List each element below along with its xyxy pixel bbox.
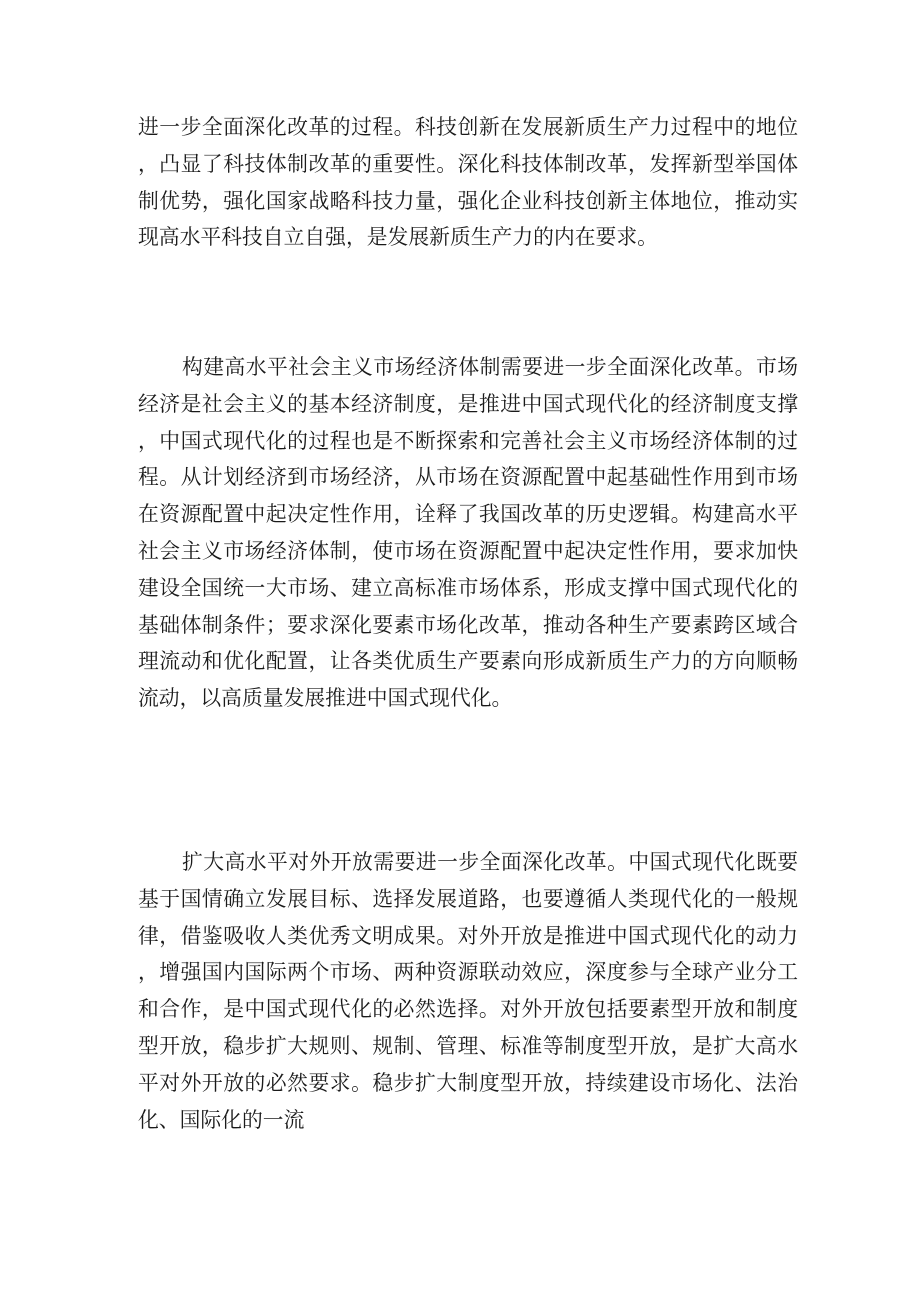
paragraph-opening-up: 扩大高水平对外开放需要进一步全面深化改革。中国式现代化既要基于国情确立发展目标、选择发展道路，也要遵循人类现代化的一般规律，借鉴吸收人类优秀文明成果。对外开放是推进中国式现代化的动力，增强国内国际两个市场、两种资源联动效应，深度参与全球产业分工和合作，是中国式现代化的必然选择。对外开放包括要素型开放和制度型开放，稳步扩大规则、规制、管理、标准等制度型开放，是扩大高水平对外开放的必然要求。稳步扩大制度型开放，持续建设市场化、法治化、国际化的一流 xyxy=(138,850,798,1132)
paragraph-continued: 进一步全面深化改革的过程。科技创新在发展新质生产力过程中的地位，凸显了科技体制改革的重要性。深化科技体制改革，发挥新型举国体制优势，强化国家战略科技力量，强化企业科技创新主体地位，推动实现高水平科技自立自强，是发展新质生产力的内在要求。 xyxy=(138,115,798,250)
paragraph-market-economy: 构建高水平社会主义市场经济体制需要进一步全面深化改革。市场经济是社会主义的基本经济制度，是推进中国式现代化的经济制度支撑，中国式现代化的过程也是不断探索和完善社会主义市场经济体制的过程。从计划经济到市场经济，从市场在资源配置中起基础性作用到市场在资源配置中起决定性作用，诠释了我国改革的历史逻辑。构建高水平社会主义市场经济体制，使市场在资源配置中起决定性作用，要求加快建设全国统一大市场、建立高标准市场体系，形成支撑中国式现代化的基础体制条件；要求深化要素市场化改革，推动各种生产要素跨区域合理流动和优化配置，让各类优质生产要素向形成新质生产力的方向顺畅流动，以高质量发展推进中国式现代化。 xyxy=(138,355,798,711)
